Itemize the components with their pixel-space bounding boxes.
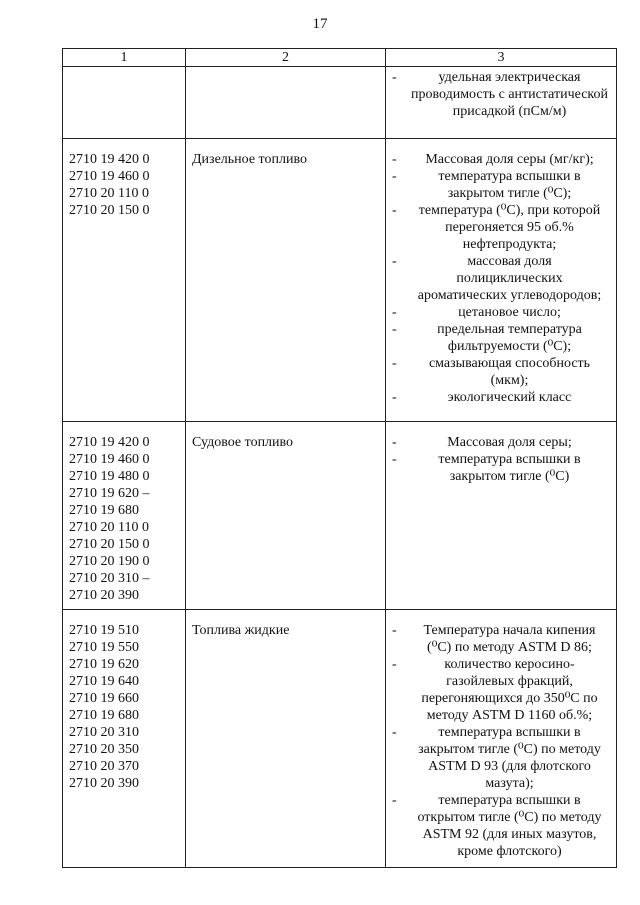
tnved-code: 2710 20 190 0 [69, 554, 150, 569]
property-text-line: экологический класс [447, 390, 572, 405]
list-dash: - [392, 725, 397, 740]
list-dash: - [392, 169, 397, 184]
tnved-code: 2710 19 510 [69, 623, 139, 638]
tnved-code: 2710 20 310 – [69, 571, 150, 586]
tnved-code: 2710 20 150 0 [69, 537, 150, 552]
list-dash: - [392, 305, 397, 320]
property-item [392, 355, 610, 389]
property-item [392, 304, 610, 321]
property-text-line: перегоняется 95 об.% [445, 220, 574, 235]
product-name: Дизельное топливо [192, 152, 307, 167]
column-header-1: 1 [63, 49, 186, 67]
property-text-line: Массовая доля серы (мг/кг); [425, 152, 594, 167]
tnved-code: 2710 20 370 [69, 759, 139, 774]
tnved-code: 2710 19 680 [69, 708, 139, 723]
property-item [392, 622, 610, 656]
property-item [392, 168, 610, 202]
list-dash: - [392, 390, 397, 405]
tnved-code: 2710 19 680 [69, 503, 139, 518]
tnved-code: 2710 19 620 [69, 657, 139, 672]
property-text-line: мазута); [485, 776, 534, 791]
tnved-codes-cell [63, 422, 186, 610]
property-text-line: закрытом тигле (⁰С) [449, 469, 570, 484]
list-dash: - [392, 435, 397, 450]
property-text-line: закрытом тигле (⁰С) по методу [418, 742, 601, 757]
property-text-line: присадкой (пСм/м) [452, 104, 567, 119]
list-dash: - [392, 657, 397, 672]
product-name: Судовое топливо [192, 435, 294, 450]
property-text-line: температура вспышки в [438, 725, 581, 740]
column-header-3: 3 [386, 49, 617, 67]
properties-list [392, 151, 610, 406]
column-header-2: 2 [186, 49, 386, 67]
property-text-line: температура вспышки в [438, 793, 581, 808]
property-text-line: полициклических [456, 271, 563, 286]
property-text-line: нефтепродукта; [462, 237, 557, 252]
product-name-cell [186, 67, 386, 139]
specification-table [62, 48, 617, 868]
tnved-code: 2710 20 390 [69, 588, 139, 603]
list-dash: - [392, 623, 397, 638]
property-item [392, 253, 610, 304]
tnved-code: 2710 19 640 [69, 674, 139, 689]
tnved-codes-cell [63, 67, 186, 139]
property-text-line: температура вспышки в [438, 169, 581, 184]
list-dash: - [392, 452, 397, 467]
tnved-code: 2710 19 460 0 [69, 169, 150, 184]
table-row [63, 67, 617, 139]
property-item [392, 434, 610, 451]
table-row [63, 422, 617, 610]
table-header-row [63, 49, 617, 67]
product-name-cell [186, 139, 386, 422]
tnved-code: 2710 20 110 0 [69, 186, 149, 201]
property-item [392, 724, 610, 792]
product-name-cell [186, 422, 386, 610]
property-item [392, 151, 610, 168]
property-text-line: смазывающая способность [428, 356, 591, 371]
properties-cell [386, 422, 617, 610]
property-item [392, 792, 610, 860]
tnved-code: 2710 20 150 0 [69, 203, 150, 218]
tnved-code: 2710 20 310 [69, 725, 139, 740]
properties-list [392, 434, 610, 485]
properties-cell [386, 610, 617, 868]
tnved-code: 2710 19 550 [69, 640, 139, 655]
property-item [392, 451, 610, 485]
property-text-line: (мкм); [490, 373, 529, 388]
property-text-line: температура (⁰С), при которой [418, 203, 601, 218]
property-item [392, 389, 610, 406]
property-text-line: массовая доля [467, 254, 552, 269]
property-text-line: ASTM D 93 (для флотского [428, 759, 591, 774]
property-text-line: цетановое число; [458, 305, 561, 320]
property-text-line: перегоняющихся до 350⁰С по [421, 691, 598, 706]
property-item [392, 321, 610, 355]
list-dash: - [392, 152, 397, 167]
property-text-line: (⁰С) по методу ASTM D 86; [427, 640, 592, 655]
list-dash: - [392, 203, 397, 218]
list-dash: - [392, 793, 397, 808]
tnved-codes-cell [63, 610, 186, 868]
tnved-code: 2710 20 110 0 [69, 520, 149, 535]
property-text-line: ароматических углеводородов; [417, 288, 602, 303]
property-item [392, 69, 610, 120]
table-row [63, 139, 617, 422]
property-text-line: методу ASTM D 1160 об.%; [426, 708, 593, 723]
property-text-line: удельная электрическая [438, 70, 581, 85]
property-text-line: кроме флотского) [457, 844, 562, 859]
property-text-line: Температура начала кипения [423, 623, 596, 638]
tnved-code: 2710 19 620 – [69, 486, 150, 501]
properties-cell [386, 139, 617, 422]
tnved-code: 2710 19 420 0 [69, 152, 150, 167]
tnved-code: 2710 19 460 0 [69, 452, 150, 467]
properties-list [392, 69, 610, 120]
product-name-cell [186, 610, 386, 868]
tnved-code: 2710 19 660 [69, 691, 139, 706]
tnved-code: 2710 19 420 0 [69, 435, 150, 450]
property-item [392, 656, 610, 724]
property-item [392, 202, 610, 253]
page-number: 17 [312, 16, 328, 32]
tnved-code: 2710 20 350 [69, 742, 139, 757]
property-text-line: проводимость с антистатической [410, 87, 609, 102]
tnved-code: 2710 20 390 [69, 776, 139, 791]
list-dash: - [392, 254, 397, 269]
property-text-line: ASTM 92 (для иных мазутов, [422, 827, 597, 842]
property-text-line: количество керосино- [444, 657, 575, 672]
property-text-line: Массовая доля серы; [447, 435, 572, 450]
tnved-code: 2710 19 480 0 [69, 469, 150, 484]
property-text-line: фильтруемости (⁰С); [447, 339, 572, 354]
table-row [63, 610, 617, 868]
product-name: Топлива жидкие [192, 623, 290, 638]
property-text-line: температура вспышки в [438, 452, 581, 467]
properties-cell [386, 67, 617, 139]
property-text-line: предельная температура [437, 322, 582, 337]
tnved-codes-cell [63, 139, 186, 422]
property-text-line: газойлевых фракций, [446, 674, 573, 689]
list-dash: - [392, 356, 397, 371]
list-dash: - [392, 322, 397, 337]
properties-list [392, 622, 610, 860]
list-dash: - [392, 70, 397, 85]
property-text-line: открытом тигле (⁰С) по методу [417, 810, 602, 825]
property-text-line: закрытом тигле (⁰С); [447, 186, 572, 201]
